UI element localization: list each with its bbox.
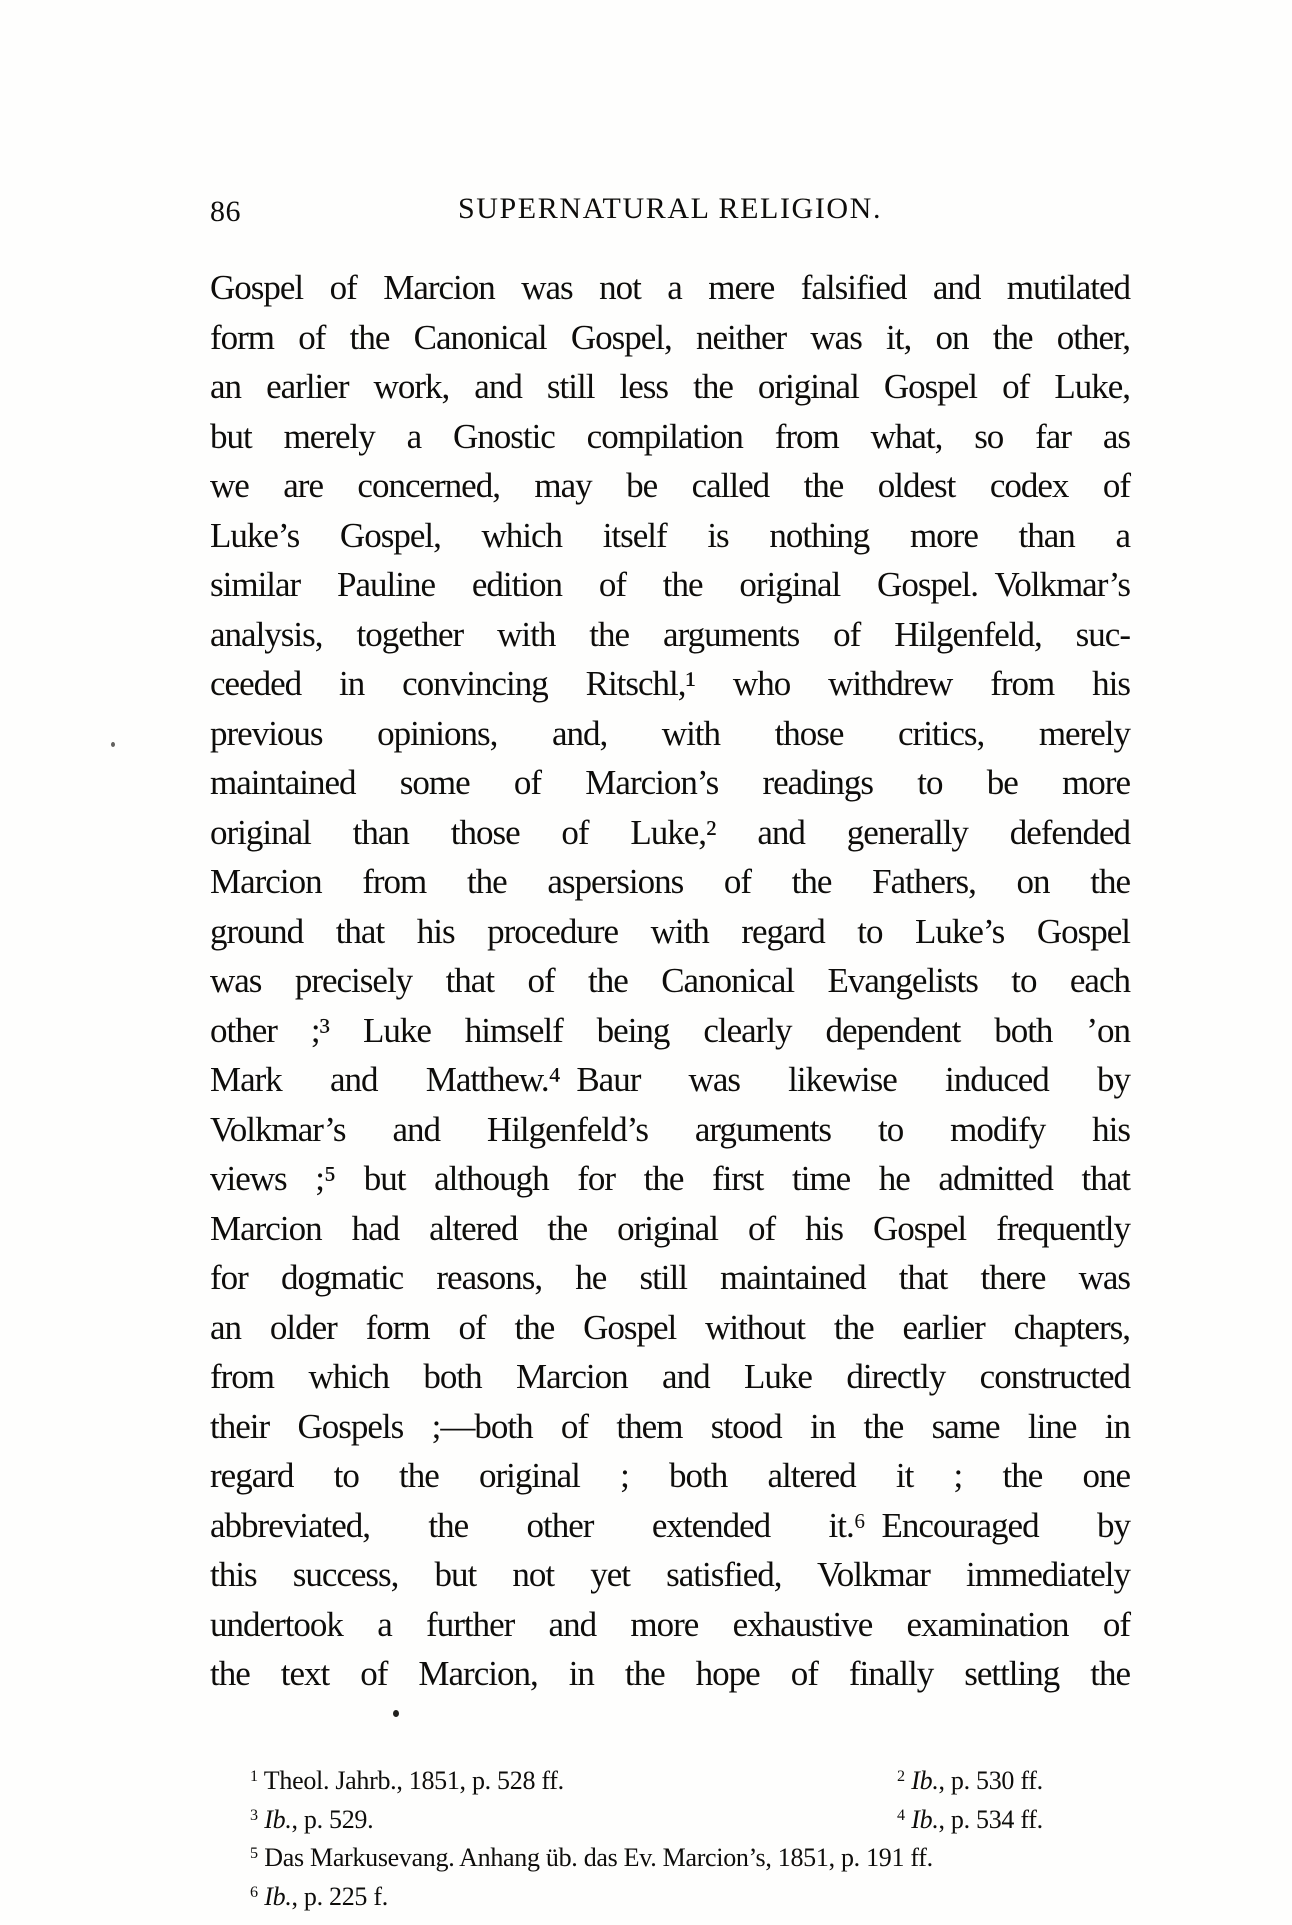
body-line: this success, but not yet satisfied, Volkmar immediately (210, 1555, 1130, 1594)
ink-speck (393, 1710, 399, 1717)
body-line: Luke’s Gospel, which itself is nothing more than a (210, 515, 1130, 555)
body-line: form of the Canonical Gospel, neither was it, on the other, (210, 317, 1130, 357)
body-line: an earlier work, and still less the original Gospel of Luke, (210, 367, 1130, 406)
footnote (250, 1837, 933, 1876)
body-line: Mark and Matthew.⁴ Baur was likewise induced by (210, 1060, 1130, 1099)
footnote-text: , p. 530 ff. (938, 1766, 1043, 1796)
footnote-marker: 6 (250, 1883, 259, 1901)
footnote-row (210, 1760, 1170, 1799)
body-line: regard to the original ; both altered it ; the one (210, 1456, 1130, 1495)
body-line: original than those of Luke,² and generally defended (210, 812, 1130, 852)
body-line: other ;³ Luke himself being clearly dependent both ’on (210, 1010, 1130, 1050)
body-line: Marcion had altered the original of his Gospel frequently (210, 1208, 1130, 1248)
footnote (250, 1760, 564, 1799)
footnote-text: , p. 534 ff. (938, 1804, 1043, 1834)
body-line: an older form of the Gospel without the earlier chapters, (210, 1307, 1130, 1347)
ink-speck (111, 742, 115, 747)
page-header (210, 192, 1130, 234)
footnote-text: Ib. (264, 1881, 292, 1911)
body-text (210, 263, 1130, 1699)
footnote-marker: 4 (897, 1806, 906, 1824)
footnote-row (210, 1837, 1170, 1876)
footnote (897, 1799, 1043, 1838)
body-line: ground that his procedure with regard to Luke’s Gospel (210, 911, 1130, 951)
footnote-text: Theol. Jahrb., 1851, p. 528 ff. (258, 1766, 564, 1796)
body-line: Volkmar’s and Hilgenfeld’s arguments to modify his (210, 1109, 1130, 1149)
footnote-text: , p. 225 f. (291, 1881, 388, 1911)
body-line: from which both Marcion and Luke directly constructed (210, 1357, 1130, 1396)
body-line: was precisely that of the Canonical Evangelists to each (210, 961, 1130, 1000)
body-line: ceeded in convincing Ritschl,¹ who withdrew from his (210, 664, 1130, 703)
body-line: analysis, together with the arguments of Hilgenfeld, suc- (210, 614, 1130, 654)
body-line: we are concerned, may be called the oldest codex of (210, 466, 1130, 505)
footnote-marker: 2 (897, 1768, 906, 1785)
body-line: maintained some of Marcion’s readings to be more (210, 763, 1130, 802)
footnote (250, 1799, 373, 1838)
footnote (897, 1760, 1043, 1799)
body-line: abbreviated, the other extended it.⁶ Encouraged by (210, 1505, 1130, 1545)
body-line: Gospel of Marcion was not a mere falsified and mutilated (210, 268, 1130, 307)
page-number: 86 (210, 195, 241, 228)
body-line: views ;⁵ but although for the first time he admitted that (210, 1159, 1130, 1198)
footnote-text: Ib. (264, 1804, 292, 1834)
body-line: but merely a Gnostic compilation from what, so far as (210, 416, 1130, 456)
footnote-marker: 5 (250, 1845, 259, 1863)
body-line: for dogmatic reasons, he still maintained that there was (210, 1258, 1130, 1297)
body-line: similar Pauline edition of the original Gospel. Volkmar’s (210, 565, 1130, 604)
footnote-row (210, 1799, 1170, 1838)
footnote-row (210, 1876, 1170, 1915)
body-line: undertook a further and more exhaustive examination of (210, 1604, 1130, 1644)
footnotes (210, 1760, 1170, 1914)
footnote-text: Ib. (911, 1766, 939, 1796)
footnote-marker: 3 (250, 1806, 259, 1824)
footnote-marker: 1 (250, 1768, 259, 1785)
body-line: previous opinions, and, with those critics, merely (210, 713, 1130, 753)
footnote-text: , p. 529. (291, 1804, 374, 1834)
body-line: the text of Marcion, in the hope of finally settling the (210, 1654, 1130, 1693)
running-title: SUPERNATURAL RELIGION. (457, 192, 883, 225)
footnote (250, 1876, 388, 1915)
body-line: Marcion from the aspersions of the Fathers, on the (210, 862, 1130, 901)
footnote-text: Ib. (911, 1804, 939, 1834)
footnote-text: Das Markusevang. Anhang üb. das Ev. Marcion’s, 1851, p. 191 ff. (258, 1843, 933, 1873)
body-line: their Gospels ;—both of them stood in the same line in (210, 1406, 1130, 1446)
